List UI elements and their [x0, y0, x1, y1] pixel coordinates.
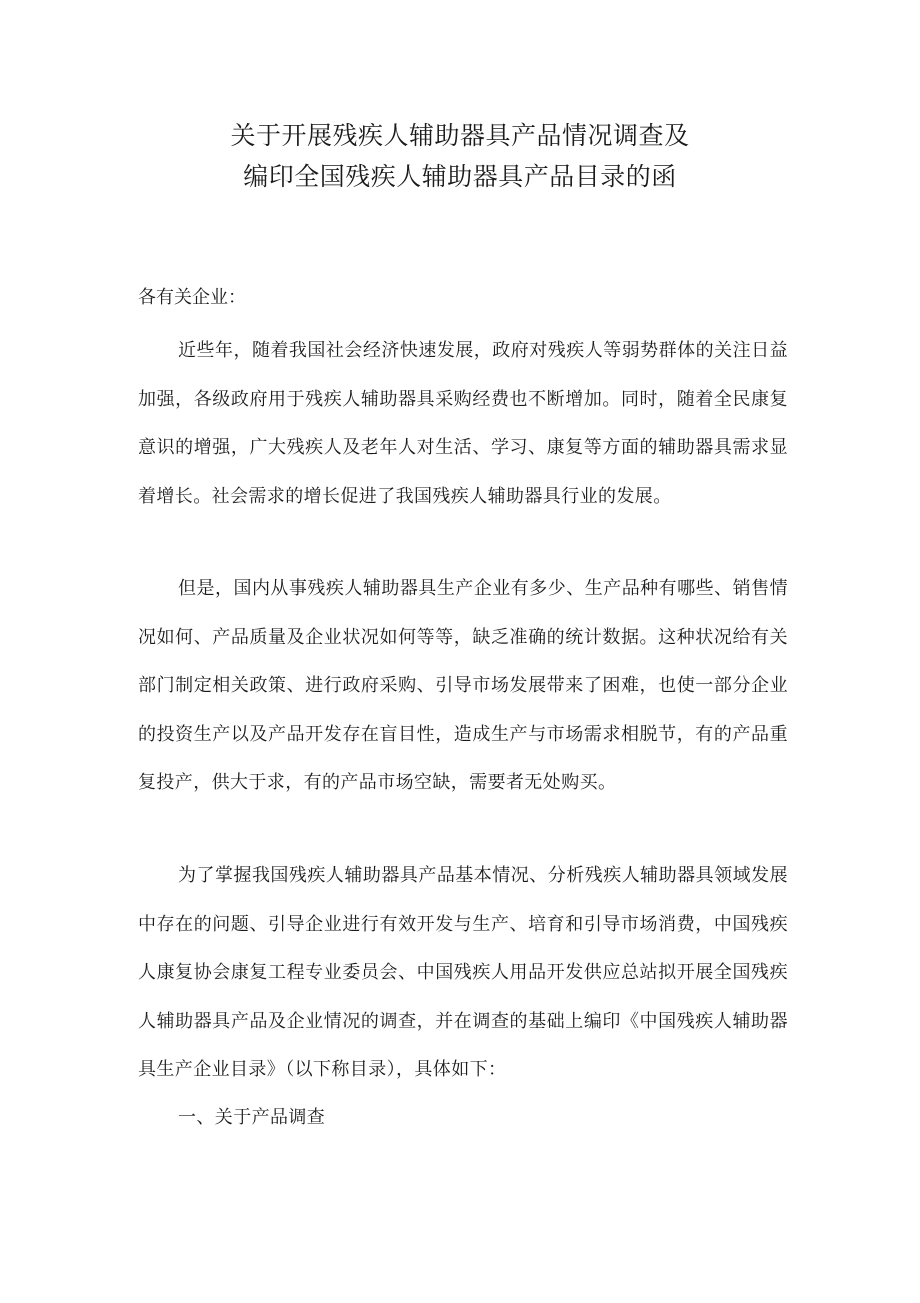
paragraph-background: 近些年，随着我国社会经济快速发展，政府对残疾人等弱势群体的关注日益加强，各级政府用于残疾人辅助器具采购经费也不断增加。同时，随着全民康复意识的增强，广大残疾人及老年人对生活、学习、康复等方面的辅助器具需求显着增长。社会需求的增长促进了我国残疾人辅助器具行业的发展。: [138, 340, 788, 507]
salutation: 各有关企业：: [138, 287, 246, 308]
document-title-line-2: 编印全国残疾人辅助器具产品目录的函: [243, 162, 677, 191]
paragraph-problem: 但是，国内从事残疾人辅助器具生产企业有多少、生产品种有哪些、销售情况如何、产品质量及企业状况如何等等，缺乏准确的统计数据。这种状况给有关部门制定相关政策、进行政府采购、引导市场发展带来了困难，也使一部分企业的投资生产以及产品开发存在盲目性，造成生产与市场需求相脱节，有的产品重复投产，供大于求，有的产品市场空缺，需要者无处购买。: [138, 578, 788, 794]
section-heading-product-survey: 一、关于产品调查: [178, 1107, 326, 1128]
document-title-line-1: 关于开展残疾人辅助器具产品情况调查及: [230, 121, 690, 150]
paragraph-purpose: 为了掌握我国残疾人辅助器具产品基本情况、分析残疾人辅助器具领域发展中存在的问题、引导企业进行有效开发与生产、培育和引导市场消费，中国残疾人康复协会康复工程专业委员会、中国残疾人用品开发供应总站拟开展全国残疾人辅助器具产品及企业情况的调查，并在调查的基础上编印《中国残疾人辅助器具生产企业目录》（以下称目录），具体如下：: [138, 865, 788, 1081]
